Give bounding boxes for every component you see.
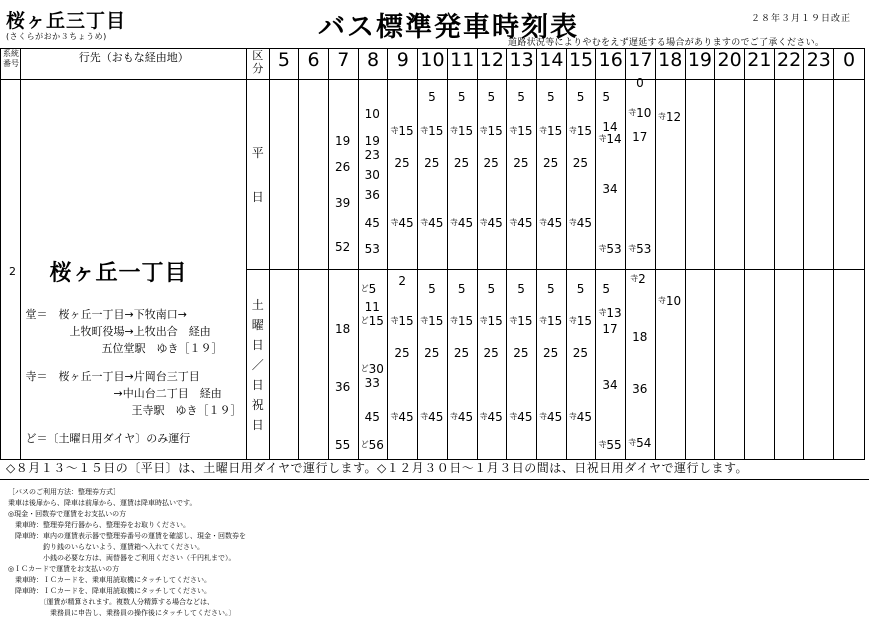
holiday-label-2: 祝 [251, 397, 264, 412]
route-mark: 寺 [538, 412, 547, 421]
saturday-only-note: ど＝〔土曜日用ダイヤ〕のみ運行 [25, 432, 191, 445]
departure: 5 [517, 282, 525, 296]
departure: 5 [576, 90, 585, 104]
departure: 18 [334, 322, 351, 336]
departure: $^寺$10 [628, 106, 652, 120]
hour-20: 20 [715, 49, 745, 80]
departure: $^寺$53 [628, 242, 652, 256]
route-mark: 寺 [568, 218, 577, 227]
hour-13: 13 [507, 49, 537, 80]
departure: 25 [453, 346, 470, 360]
route-mark: ど [360, 284, 369, 293]
holiday-h8 [358, 270, 388, 460]
destination-cell [21, 80, 246, 460]
hour-9: 9 [388, 49, 418, 80]
departure: 17 [632, 130, 648, 144]
departure: 33 [364, 376, 380, 390]
route-mark: 寺 [509, 218, 518, 227]
saturday-label-1: 土 [251, 297, 264, 312]
departure: $^寺$45 [509, 410, 533, 424]
departure: 34 [602, 378, 618, 392]
usage-note: 小銭の必要な方は、両替器をご利用ください（千円札まで）。 [8, 554, 236, 562]
departure: 5 [487, 90, 496, 104]
departure: 5 [602, 282, 611, 296]
departure: $^寺$2 [630, 272, 646, 286]
departure: 53 [364, 242, 380, 256]
holiday-h0 [834, 270, 865, 460]
delay-disclaimer: 道路状況等によりやむをえず遅延する場合がありますのでご了承ください。 [508, 38, 825, 48]
route-mark: 寺 [390, 218, 399, 227]
weekday-label-bottom: 日 [251, 189, 264, 204]
departure: 25 [513, 346, 529, 360]
departure: 52 [334, 240, 351, 254]
weekday-h10 [418, 80, 448, 270]
route-mark: 寺 [479, 218, 488, 227]
weekday-h18 [655, 80, 685, 270]
weekday-h12 [477, 80, 507, 270]
departure: $^寺$45 [479, 410, 503, 424]
route-mark: 寺 [449, 316, 458, 325]
route-mark: 寺 [628, 108, 637, 117]
departure: 5 [576, 282, 585, 296]
departure: 45 [364, 410, 380, 424]
holiday-label [246, 270, 269, 460]
departure: 36 [632, 382, 648, 396]
route-mark: 寺 [420, 126, 429, 135]
route-1-line-3: 五位堂駅 ゆき［１９］ [101, 342, 223, 355]
route-mark: 寺 [628, 438, 637, 447]
route-number-header: 系統番号 [1, 49, 21, 80]
departure: $^寺$45 [390, 410, 414, 424]
holiday-label-1: 日 [251, 377, 264, 392]
holiday-h21 [745, 270, 775, 460]
holiday-h13 [507, 270, 537, 460]
usage-note: ◎ＩＣカードで運賃をお支払いの方 [8, 565, 120, 573]
departure: $^寺$15 [568, 124, 592, 138]
departure: $^寺$45 [390, 216, 414, 230]
departure: $^寺$12 [657, 110, 682, 124]
usage-note: 降車時：車内の運賃表示器で整理券番号の運賃を確認し、現金・回数券を [8, 532, 246, 540]
route-mark: 寺 [657, 112, 666, 121]
departure: 5 [517, 90, 525, 104]
departure: $^寺$15 [538, 124, 563, 138]
departure: $^寺$45 [538, 216, 563, 230]
holiday-h11 [447, 270, 477, 460]
departure: $^寺$14 [598, 132, 622, 146]
departure: $^寺$15 [479, 124, 503, 138]
departure: $^寺$15 [479, 314, 503, 328]
departure: $^寺$45 [420, 410, 444, 424]
departure: $^寺$54 [628, 436, 652, 450]
weekday-label [246, 80, 269, 270]
departure: 17 [602, 322, 618, 336]
holiday-h18 [655, 270, 685, 460]
holiday-h22 [774, 270, 804, 460]
holiday-schedule-notice: ◇８月１３～１５日の〔平日〕は、土曜日用ダイヤで運行します。◇１２月３０日～１月３日の間は、日祝日用ダイヤで運行します。 [6, 461, 749, 475]
route-2-line-3: 王寺駅 ゆき［１９］ [131, 404, 242, 417]
hour-14: 14 [536, 49, 566, 80]
holiday-h17 [626, 270, 656, 460]
route-mark: 寺 [598, 308, 607, 317]
departure: 39 [334, 196, 351, 210]
hour-18: 18 [655, 49, 685, 80]
departure: 19 [334, 134, 351, 148]
departure: 23 [364, 148, 380, 162]
route-2-line-1: 寺＝ 桜ヶ丘一丁目→片岡台三丁目 [25, 370, 200, 383]
departure: 30 [364, 168, 380, 182]
route-mark: 寺 [538, 218, 547, 227]
departure: 25 [572, 156, 588, 170]
page-title: バス標準発車時刻表 [318, 12, 579, 43]
route-mark: ど [360, 364, 369, 373]
revision-date: ２８年３月１９日改正 [751, 14, 852, 24]
route-number: 2 [9, 265, 16, 278]
route-mark: 寺 [449, 412, 458, 421]
departure: 36 [364, 188, 380, 202]
departure: $^寺$15 [420, 314, 444, 328]
departure: 25 [424, 346, 440, 360]
route-mark: 寺 [479, 126, 488, 135]
route-1-line-1: 堂＝ 桜ヶ丘一丁目→下牧南口→ [25, 308, 187, 321]
usage-note: 乗車は後扉から、降車は前扉から、運賃は降車時払いです。 [8, 499, 197, 507]
route-mark: 寺 [568, 412, 577, 421]
holiday-h6 [299, 270, 329, 460]
usage-note: 釣り銭のいらないよう、運賃箱へ入れてください。 [8, 543, 204, 551]
departure: $^寺$45 [449, 410, 474, 424]
route-mark: 寺 [449, 218, 458, 227]
departure: $^寺$15 [390, 124, 414, 138]
departure: 36 [334, 380, 351, 394]
departure: 5 [546, 282, 555, 296]
departure: $^寺$45 [449, 216, 474, 230]
departure: $^寺$15 [390, 314, 414, 328]
holiday-h15 [566, 270, 596, 460]
holiday-h23 [804, 270, 834, 460]
departure: 25 [542, 346, 559, 360]
route-mark: 寺 [420, 316, 429, 325]
route-mark: 寺 [538, 316, 547, 325]
departure: $^寺$45 [420, 216, 444, 230]
departure: 0 [636, 76, 644, 90]
route-mark: 寺 [479, 412, 488, 421]
route-1-line-2: 上牧町役場→上牧出合 経由 [69, 325, 211, 338]
hour-15: 15 [566, 49, 596, 80]
weekday-h13 [507, 80, 537, 270]
stop-name-kana: (さくらがおか３ちょうめ) [6, 32, 107, 41]
departure: $^寺$45 [509, 216, 533, 230]
weekday-h5 [269, 80, 299, 270]
route-2-line-2: →中山台二丁目 経由 [113, 387, 222, 400]
weekday-h17 [626, 76, 656, 270]
usage-note: ［バスのご利用方法：整理券方式］ [8, 488, 120, 496]
usage-note: 乗務員に申告し、乗務員の操作後にタッチしてください。〕 [8, 609, 236, 617]
destination-name: 桜ヶ丘一丁目 [49, 261, 188, 286]
usage-note: 〔運賃が精算されます。複数人分精算する場合などは、 [8, 598, 214, 606]
holiday-h5 [269, 270, 299, 460]
departure: 10 [364, 107, 380, 121]
hour-12: 12 [477, 49, 507, 80]
departure: 5 [602, 90, 611, 104]
departure: $^ど$5 [360, 282, 377, 296]
saturday-label-2: 曜 [251, 317, 264, 332]
departure: 5 [546, 90, 555, 104]
weekday-h23 [804, 80, 834, 270]
departure: 5 [428, 282, 436, 296]
weekday-label-top: 平 [251, 145, 264, 160]
usage-note: 降車時：ＩＣカードを、降車用読取機にタッチしてください。 [8, 587, 211, 595]
weekday-h8 [358, 80, 388, 270]
hour-16: 16 [596, 49, 626, 80]
weekday-h11 [447, 80, 477, 270]
label-slash: ／ [251, 357, 264, 372]
departure: 25 [424, 156, 440, 170]
route-mark: 寺 [630, 274, 639, 283]
route-mark: 寺 [390, 126, 399, 135]
weekday-h14 [536, 80, 566, 270]
hour-10: 10 [418, 49, 448, 80]
route-mark: 寺 [449, 126, 458, 135]
departure: $^寺$15 [449, 314, 474, 328]
usage-note: 乗車時：整理券発行器から、整理券をお取りください。 [8, 521, 190, 529]
hour-21: 21 [745, 49, 775, 80]
departure: 11 [364, 300, 380, 314]
route-mark: 寺 [420, 218, 429, 227]
departure: $^寺$45 [479, 216, 503, 230]
departure: 5 [428, 90, 436, 104]
departure: 26 [334, 160, 351, 174]
departure: $^ど$15 [360, 314, 384, 328]
departure: 5 [457, 282, 466, 296]
hour-22: 22 [774, 49, 804, 80]
holiday-label-3: 日 [251, 417, 264, 432]
route-mark: 寺 [509, 412, 518, 421]
departure: 25 [513, 156, 529, 170]
departure: 25 [542, 156, 559, 170]
departure: $^寺$15 [449, 124, 474, 138]
hour-7: 7 [328, 49, 358, 80]
route-mark: 寺 [509, 126, 518, 135]
destination-header: 行先（おもな経由地） [21, 49, 246, 80]
departure: 25 [483, 346, 499, 360]
departure: $^寺$15 [509, 124, 533, 138]
weekday-h22 [774, 80, 804, 270]
weekday-h20 [715, 80, 745, 270]
holiday-h10 [418, 270, 448, 460]
departure: 5 [487, 282, 496, 296]
departure: $^ど$56 [360, 438, 384, 452]
departure: $^寺$15 [509, 314, 533, 328]
holiday-h12 [477, 270, 507, 460]
weekday-h21 [745, 80, 775, 270]
weekday-row [1, 80, 865, 270]
route-mark: 寺 [598, 440, 607, 449]
departure: 19 [364, 134, 380, 148]
holiday-h9 [388, 270, 418, 460]
route-mark: 寺 [598, 244, 607, 253]
departure: 25 [394, 346, 410, 360]
departure: $^寺$15 [568, 314, 592, 328]
route-mark: 寺 [509, 316, 518, 325]
hour-11: 11 [447, 49, 477, 80]
holiday-h19 [685, 270, 715, 460]
route-mark: 寺 [657, 296, 666, 305]
route-mark: 寺 [598, 134, 607, 143]
route-mark: 寺 [538, 126, 547, 135]
route-mark: ど [360, 440, 369, 449]
departure: 18 [632, 330, 648, 344]
route-number-cell [1, 80, 21, 460]
route-mark: 寺 [628, 244, 637, 253]
route-mark: 寺 [420, 412, 429, 421]
saturday-label-3: 日 [251, 337, 264, 352]
holiday-h16 [596, 270, 626, 460]
departure: 5 [457, 90, 466, 104]
hour-17: 17 [626, 49, 656, 80]
departure: 25 [394, 156, 410, 170]
holiday-h20 [715, 270, 745, 460]
route-mark: 寺 [390, 412, 399, 421]
departure: 2 [398, 274, 407, 288]
hour-5: 5 [269, 49, 299, 80]
stop-name: 桜ヶ丘三丁目 [6, 10, 127, 32]
usage-note: 乗車時：ＩＣカードを、乗車用読取機にタッチしてください。 [8, 576, 211, 584]
departure: $^寺$55 [598, 438, 622, 452]
hour-8: 8 [358, 49, 388, 80]
day-type-header: 区分 [246, 49, 269, 80]
weekday-h15 [566, 80, 596, 270]
usage-notes [8, 487, 246, 619]
route-mark: 寺 [568, 126, 577, 135]
route-mark: ど [360, 316, 369, 325]
departure: $^寺$15 [420, 124, 444, 138]
hour-0: 0 [834, 49, 865, 80]
holiday-h7 [328, 270, 358, 460]
departure: $^寺$45 [568, 216, 592, 230]
timetable [0, 48, 865, 460]
departure: 55 [334, 438, 351, 452]
weekday-h19 [685, 80, 715, 270]
weekday-h7 [328, 80, 358, 270]
departure: 25 [483, 156, 499, 170]
route-mark: 寺 [479, 316, 488, 325]
weekday-h6 [299, 80, 329, 270]
departure: $^寺$13 [598, 306, 622, 320]
route-mark: 寺 [568, 316, 577, 325]
departure: $^寺$45 [538, 410, 563, 424]
hour-23: 23 [804, 49, 834, 80]
holiday-h14 [536, 270, 566, 460]
weekday-h0 [834, 80, 865, 270]
route-mark: 寺 [390, 316, 399, 325]
departure: 34 [602, 182, 618, 196]
departure: $^寺$10 [657, 294, 682, 308]
departure: 25 [453, 156, 470, 170]
departure: $^寺$15 [538, 314, 563, 328]
footer-divider [0, 479, 869, 480]
hour-19: 19 [685, 49, 715, 80]
departure: $^寺$53 [598, 242, 622, 256]
departure: $^ど$30 [360, 362, 384, 376]
usage-note: ◎現金・回数券で運賃をお支払いの方 [8, 510, 127, 518]
departure: $^寺$45 [568, 410, 592, 424]
weekday-h16 [596, 80, 626, 270]
departure: 14 [602, 120, 618, 134]
header-row [1, 49, 865, 80]
departure: 45 [364, 216, 380, 230]
hour-6: 6 [299, 49, 329, 80]
departure: 25 [572, 346, 588, 360]
weekday-h9 [388, 80, 418, 270]
